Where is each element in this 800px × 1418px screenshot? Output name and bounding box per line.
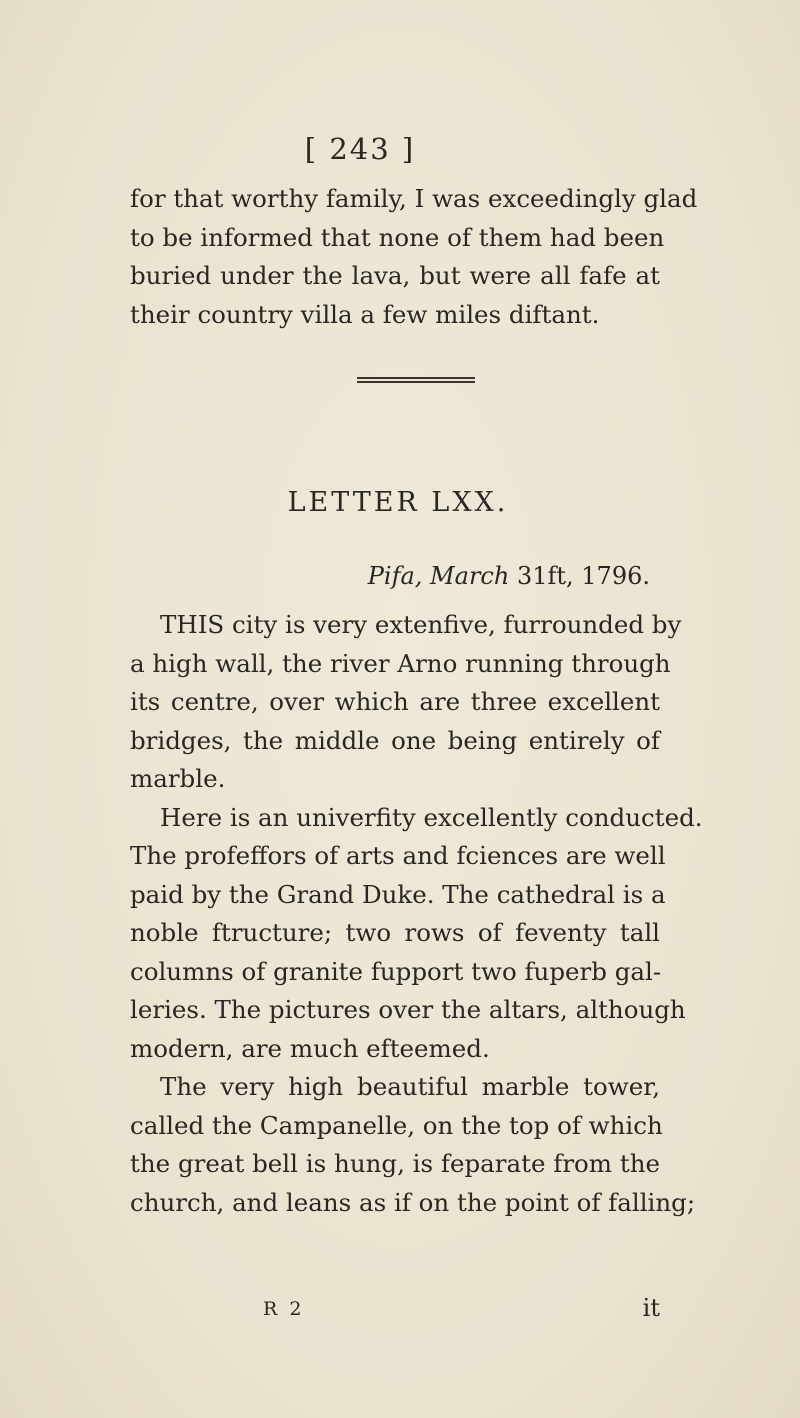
text-line: for that worthy family, I was exceedingly glad: [130, 184, 698, 213]
text-line: modern, are much efteemed.: [130, 1033, 490, 1063]
letter-dateline: [270, 562, 650, 590]
text-line: The very high beautiful marble tower,: [160, 1072, 660, 1101]
text-line: the great bell is hung, is feparate from the: [130, 1149, 660, 1178]
text-line: leries. The pictures over the altars, although: [130, 995, 686, 1024]
text-line: columns of granite fupport two fuperb gal-: [130, 956, 662, 986]
text-line: church, and leans as if on the point of falling;: [130, 1187, 696, 1217]
signature-mark: R 2: [263, 1298, 305, 1320]
text-line: Here is an univerfity excellently conducted.: [160, 802, 703, 832]
text-line: buried under the lava, but were all fafe at: [130, 261, 660, 290]
page-number: [ 243 ]: [304, 132, 416, 166]
text-line: its centre, over which are three excellent: [130, 687, 660, 716]
text-line: marble.: [130, 764, 226, 793]
catchword: it: [642, 1294, 660, 1322]
text-line: called the Campanelle, on the top of which: [130, 1110, 663, 1140]
dateline-day: [517, 562, 566, 590]
text-line: THIS city is very extenfive, furrounded by: [160, 610, 682, 639]
divider-rule: [357, 377, 475, 379]
text-line: to be informed that none of them had been: [130, 222, 665, 252]
letter-body: [130, 606, 703, 1222]
dateline-place: Pifa, March: [367, 562, 510, 590]
section-divider: [357, 377, 475, 383]
dateline-day-text: 31ft: [516, 562, 567, 590]
text-line: their country villa a few miles diftant.: [130, 299, 600, 329]
text-line: bridges, the middle one being entirely of: [130, 725, 660, 755]
divider-rule: [357, 381, 475, 383]
dateline-year: , 1796.: [566, 562, 650, 590]
text-line: The profeffors of arts and fciences are well: [130, 841, 666, 870]
text-line: noble ftructure; two rows of feventy tall: [130, 918, 660, 947]
text-line: a high wall, the river Arno running through: [130, 648, 671, 678]
letter-heading: LETTER LXX.: [287, 487, 509, 518]
continuation-paragraph: [130, 180, 698, 334]
text-line: paid by the Grand Duke. The cathedral is a: [130, 879, 666, 909]
